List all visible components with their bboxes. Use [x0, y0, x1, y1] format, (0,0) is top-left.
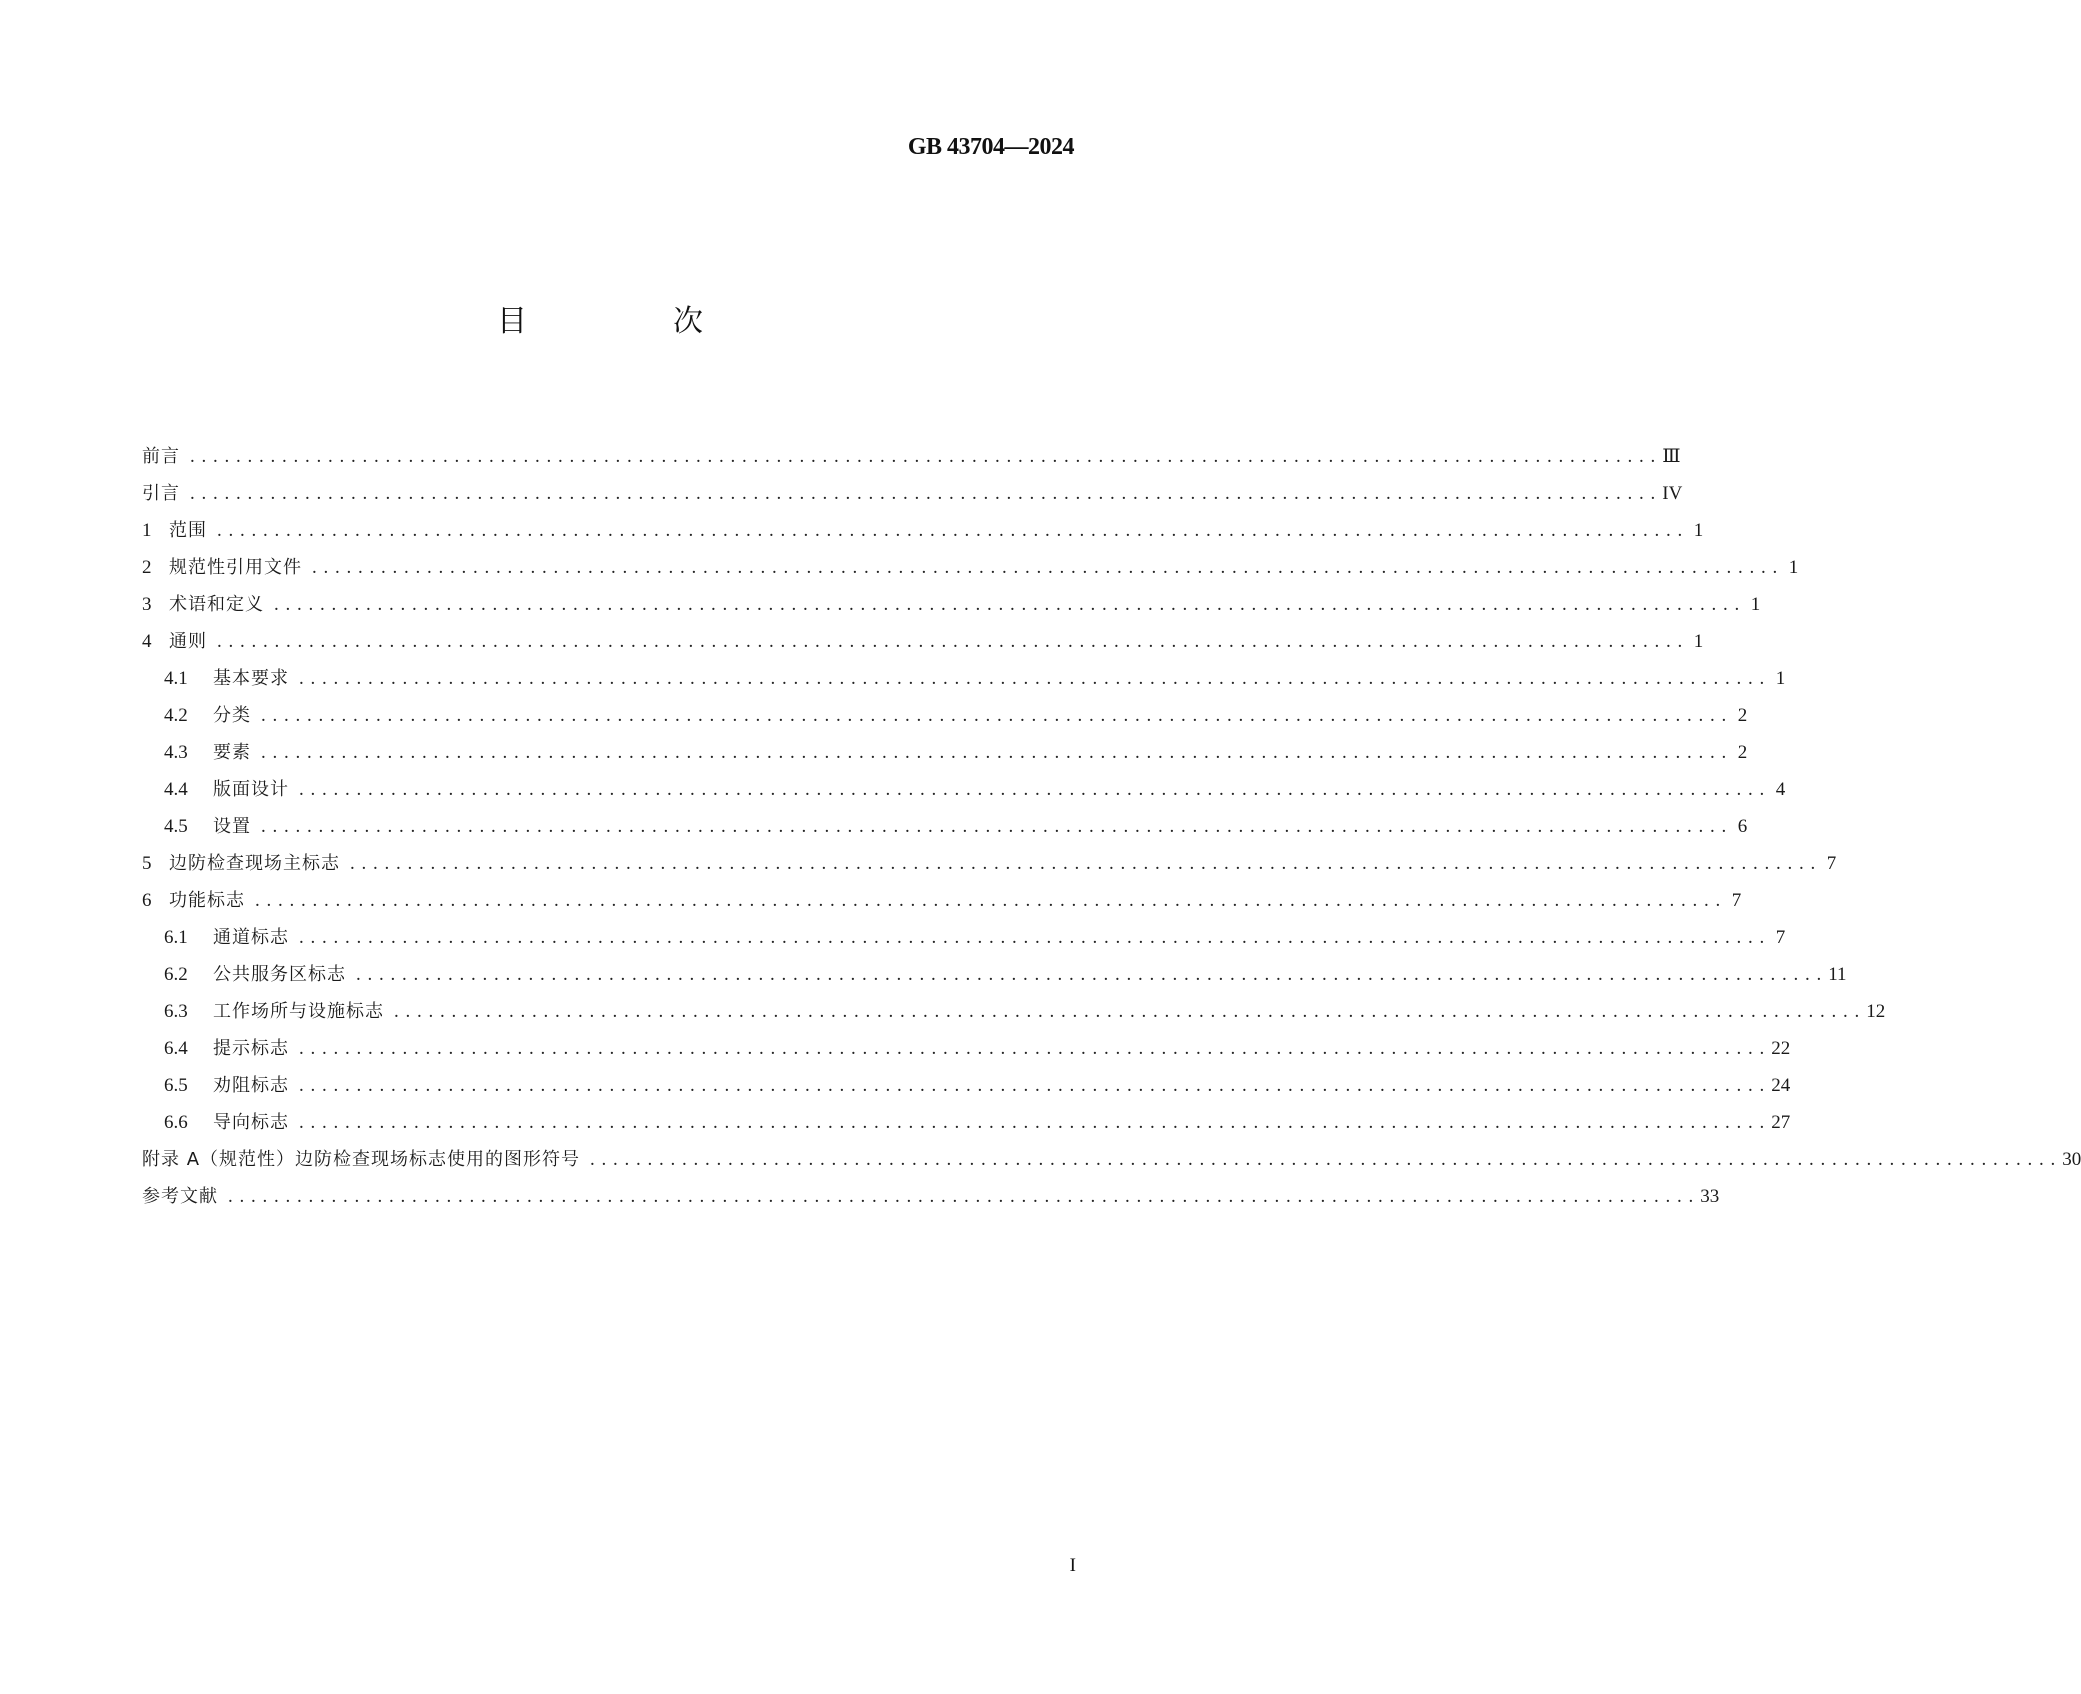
toc-entry-page: 6 — [1737, 816, 1748, 837]
toc-entry[interactable] — [142, 886, 1742, 923]
toc-entry[interactable] — [142, 738, 1748, 775]
toc-dot-leader — [394, 1001, 1860, 1023]
toc-entry-label: 工作场所与设施标志 — [213, 1001, 384, 1022]
toc-entry-page: 7 — [1775, 927, 1786, 948]
toc-entry[interactable] — [142, 997, 1886, 1034]
toc-dot-leader — [255, 890, 1721, 912]
toc-entry-label: 劝阻标志 — [213, 1075, 289, 1096]
toc-entry-page: 7 — [1826, 853, 1837, 874]
toc-entry-number: 3 — [142, 594, 152, 615]
toc-entry-label: 版面设计 — [213, 779, 289, 800]
toc-entry[interactable] — [142, 664, 1786, 701]
toc-entry-page: 7 — [1731, 890, 1742, 911]
toc-entry-number: 6 — [142, 890, 152, 911]
toc-entry-number: 2 — [142, 557, 152, 578]
toc-entry-label: 基本要求 — [213, 668, 289, 689]
toc-entry-number: 6.3 — [164, 1001, 188, 1022]
toc-entry-page: 11 — [1828, 964, 1847, 985]
toc-entry-label: 设置 — [213, 816, 251, 837]
toc-entry[interactable] — [142, 812, 1748, 849]
toc-entry[interactable] — [142, 923, 1786, 960]
toc-entry-label: 术语和定义 — [169, 594, 264, 615]
toc-entry-page: 1 — [1693, 631, 1704, 652]
toc-dot-leader — [299, 779, 1765, 801]
standard-number: GB 43704—2024 — [907, 134, 1074, 160]
toc-entry-number: 6.4 — [164, 1038, 188, 1059]
toc-dot-leader — [190, 446, 1656, 468]
toc-entry-label: 附录 A（规范性）边防检查现场标志使用的图形符号 — [142, 1149, 581, 1170]
toc-entry-page: 33 — [1700, 1186, 1720, 1207]
toc-entry-number: 4.1 — [164, 668, 188, 689]
toc-entry-number: 5 — [142, 853, 152, 874]
toc-entry-page: 24 — [1771, 1075, 1791, 1096]
toc-entry-page: 1 — [1693, 520, 1704, 541]
toc-entry[interactable] — [142, 516, 1704, 553]
toc-entry-label: 要素 — [213, 742, 251, 763]
toc-dot-leader — [299, 1038, 1765, 1060]
toc-dot-leader — [261, 816, 1727, 838]
toc-dot-leader — [312, 557, 1778, 579]
toc-entry[interactable] — [142, 701, 1748, 738]
toc-entry-number: 1 — [142, 520, 152, 541]
toc-entry-page: 2 — [1737, 705, 1748, 726]
toc-dot-leader — [299, 1075, 1765, 1097]
toc-entry-number: 4.3 — [164, 742, 188, 763]
toc-entry-label: 导向标志 — [213, 1112, 289, 1133]
toc-entry-page: Ⅲ — [1662, 446, 1681, 467]
toc-entry-label: 通道标志 — [213, 927, 289, 948]
toc-entry-page: 27 — [1771, 1112, 1791, 1133]
toc-entry-number: 6.5 — [164, 1075, 188, 1096]
toc-entry-label: 参考文献 — [142, 1186, 218, 1207]
toc-dot-leader — [190, 483, 1656, 505]
toc-entry-page: 1 — [1750, 594, 1761, 615]
toc-entry[interactable] — [142, 442, 1681, 479]
toc-dot-leader — [299, 668, 1765, 690]
toc-entry-page: 1 — [1788, 557, 1799, 578]
toc-entry-label: 提示标志 — [213, 1038, 289, 1059]
toc-dot-leader — [350, 853, 1816, 875]
toc-entry-label: 公共服务区标志 — [213, 964, 346, 985]
toc-entry-number: 6.6 — [164, 1112, 188, 1133]
toc-entry-number: 4.4 — [164, 779, 188, 800]
toc-dot-leader — [217, 520, 1683, 542]
toc-entry-page: 2 — [1737, 742, 1748, 763]
toc-entry[interactable] — [142, 1145, 2081, 1182]
toc-entry[interactable] — [142, 1108, 1791, 1145]
toc-entry[interactable] — [142, 1034, 1791, 1071]
toc-entry-label: 规范性引用文件 — [169, 557, 302, 578]
toc-entry-page: 12 — [1866, 1001, 1886, 1022]
toc-dot-leader — [356, 964, 1822, 986]
toc-entry-label: 引言 — [142, 483, 180, 504]
toc-dot-leader — [261, 742, 1727, 764]
toc-dot-leader — [228, 1186, 1694, 1208]
toc-entry-page: 1 — [1775, 668, 1786, 689]
toc-entry-page: IV — [1662, 483, 1683, 504]
toc-dot-leader — [590, 1149, 2056, 1171]
toc-title: 目 次 — [497, 304, 761, 339]
toc-entry[interactable] — [142, 1182, 1720, 1219]
toc-dot-leader — [299, 927, 1765, 949]
toc-entry-number: 6.2 — [164, 964, 188, 985]
toc-entry-number: 6.1 — [164, 927, 188, 948]
toc-dot-leader — [274, 594, 1740, 616]
toc-dot-leader — [217, 631, 1683, 653]
toc-entry[interactable] — [142, 627, 1704, 664]
toc-entry-label: 功能标志 — [169, 890, 245, 911]
toc-entry-label: 范围 — [169, 520, 207, 541]
toc-entry-label: 边防检查现场主标志 — [169, 853, 340, 874]
toc-entry[interactable] — [142, 553, 1799, 590]
toc-entry[interactable] — [142, 479, 1683, 516]
toc-entry-page: 22 — [1771, 1038, 1791, 1059]
page-number: I — [1069, 1555, 1076, 1576]
toc-entry-label: 通则 — [169, 631, 207, 652]
toc-entry-number: 4.2 — [164, 705, 188, 726]
toc-entry-page: 4 — [1775, 779, 1786, 800]
toc-entry[interactable] — [142, 775, 1786, 812]
toc-entry[interactable] — [142, 1071, 1791, 1108]
toc-entry[interactable] — [142, 849, 1837, 886]
toc-entry-label: 分类 — [213, 705, 251, 726]
toc-entry-number: 4.5 — [164, 816, 188, 837]
toc-entry-label: 前言 — [142, 446, 180, 467]
toc-entry[interactable] — [142, 960, 1847, 997]
toc-entry[interactable] — [142, 590, 1761, 627]
toc-dot-leader — [299, 1112, 1765, 1134]
toc-dot-leader — [261, 705, 1727, 727]
toc-entry-number: 4 — [142, 631, 152, 652]
toc-entry-page: 30 — [2062, 1149, 2081, 1170]
table-of-contents — [142, 442, 2081, 1219]
